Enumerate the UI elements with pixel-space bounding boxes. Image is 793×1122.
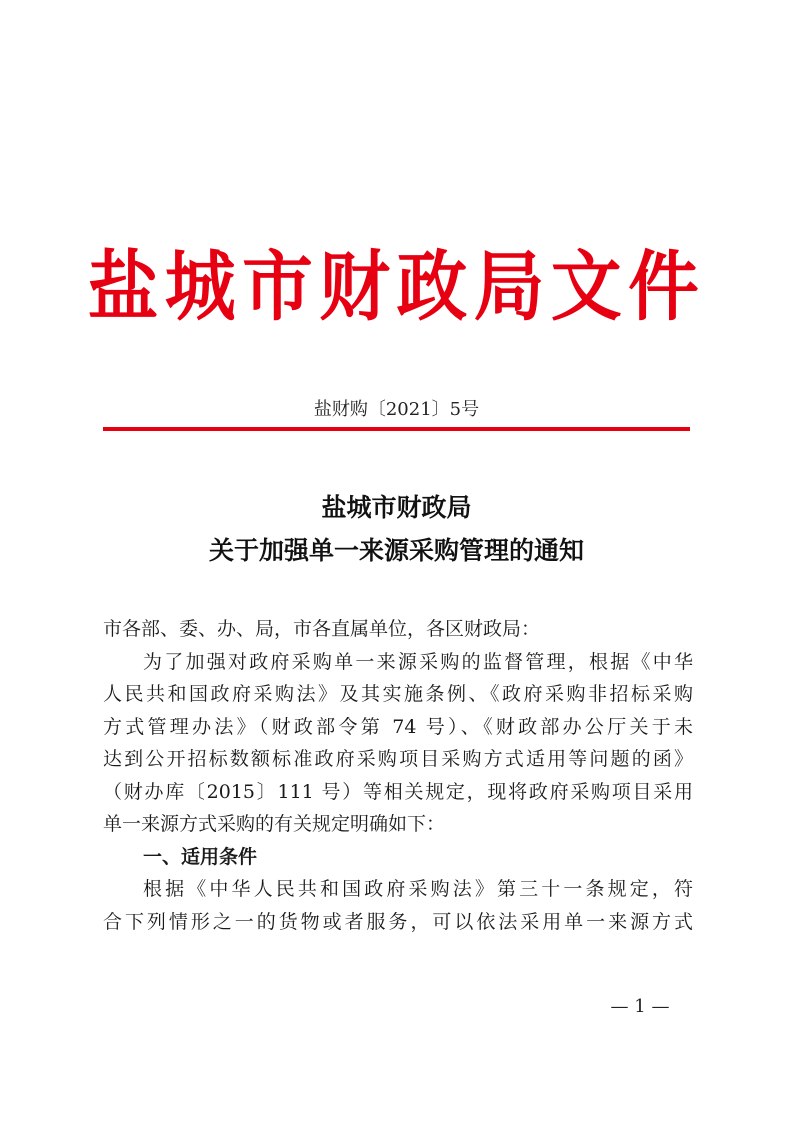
paragraph-line: 根据《中华人民共和国政府采购法》第三十一条规定，符 [143,878,693,900]
section-heading: 一、适用条件 [143,845,258,868]
paragraph-line: 单一来源方式采购的有关规定明确如下： [103,813,446,835]
document-number: 盐财购〔2021〕5号 [313,399,480,420]
paragraph-line: 人民共和国政府采购法》及其实施条例、《政府采购非招标采购 [103,683,693,705]
paragraph-line: 为了加强对政府采购单一来源采购的监督管理，根据《中华 [143,650,693,673]
paragraph-line: （财办库〔2015〕111 号）等相关规定，现将政府采购项目采用 [103,780,693,803]
notice-title-line-1: 盐城市财政局 [321,493,472,522]
notice-title-line-2: 关于加强单一来源采购管理的通知 [208,536,584,565]
paragraph-line: 方式管理办法》（财政部令第 74 号）、《财政部办公厅关于未 [103,715,693,738]
addressee-line: 市各部、委、办、局，市各直属单位，各区财政局： [103,618,541,640]
paragraph-line: 达到公开招标数额标准政府采购项目采购方式适用等问题的函》 [103,748,693,770]
red-divider-line [103,427,690,431]
page-number: — 1 — [610,996,670,1017]
paragraph-line: 合下列情形之一的货物或者服务，可以依法采用单一来源方式 [103,910,693,933]
notice-body [103,613,693,938]
agency-header-title: 盐城市财政局文件 [87,242,706,331]
